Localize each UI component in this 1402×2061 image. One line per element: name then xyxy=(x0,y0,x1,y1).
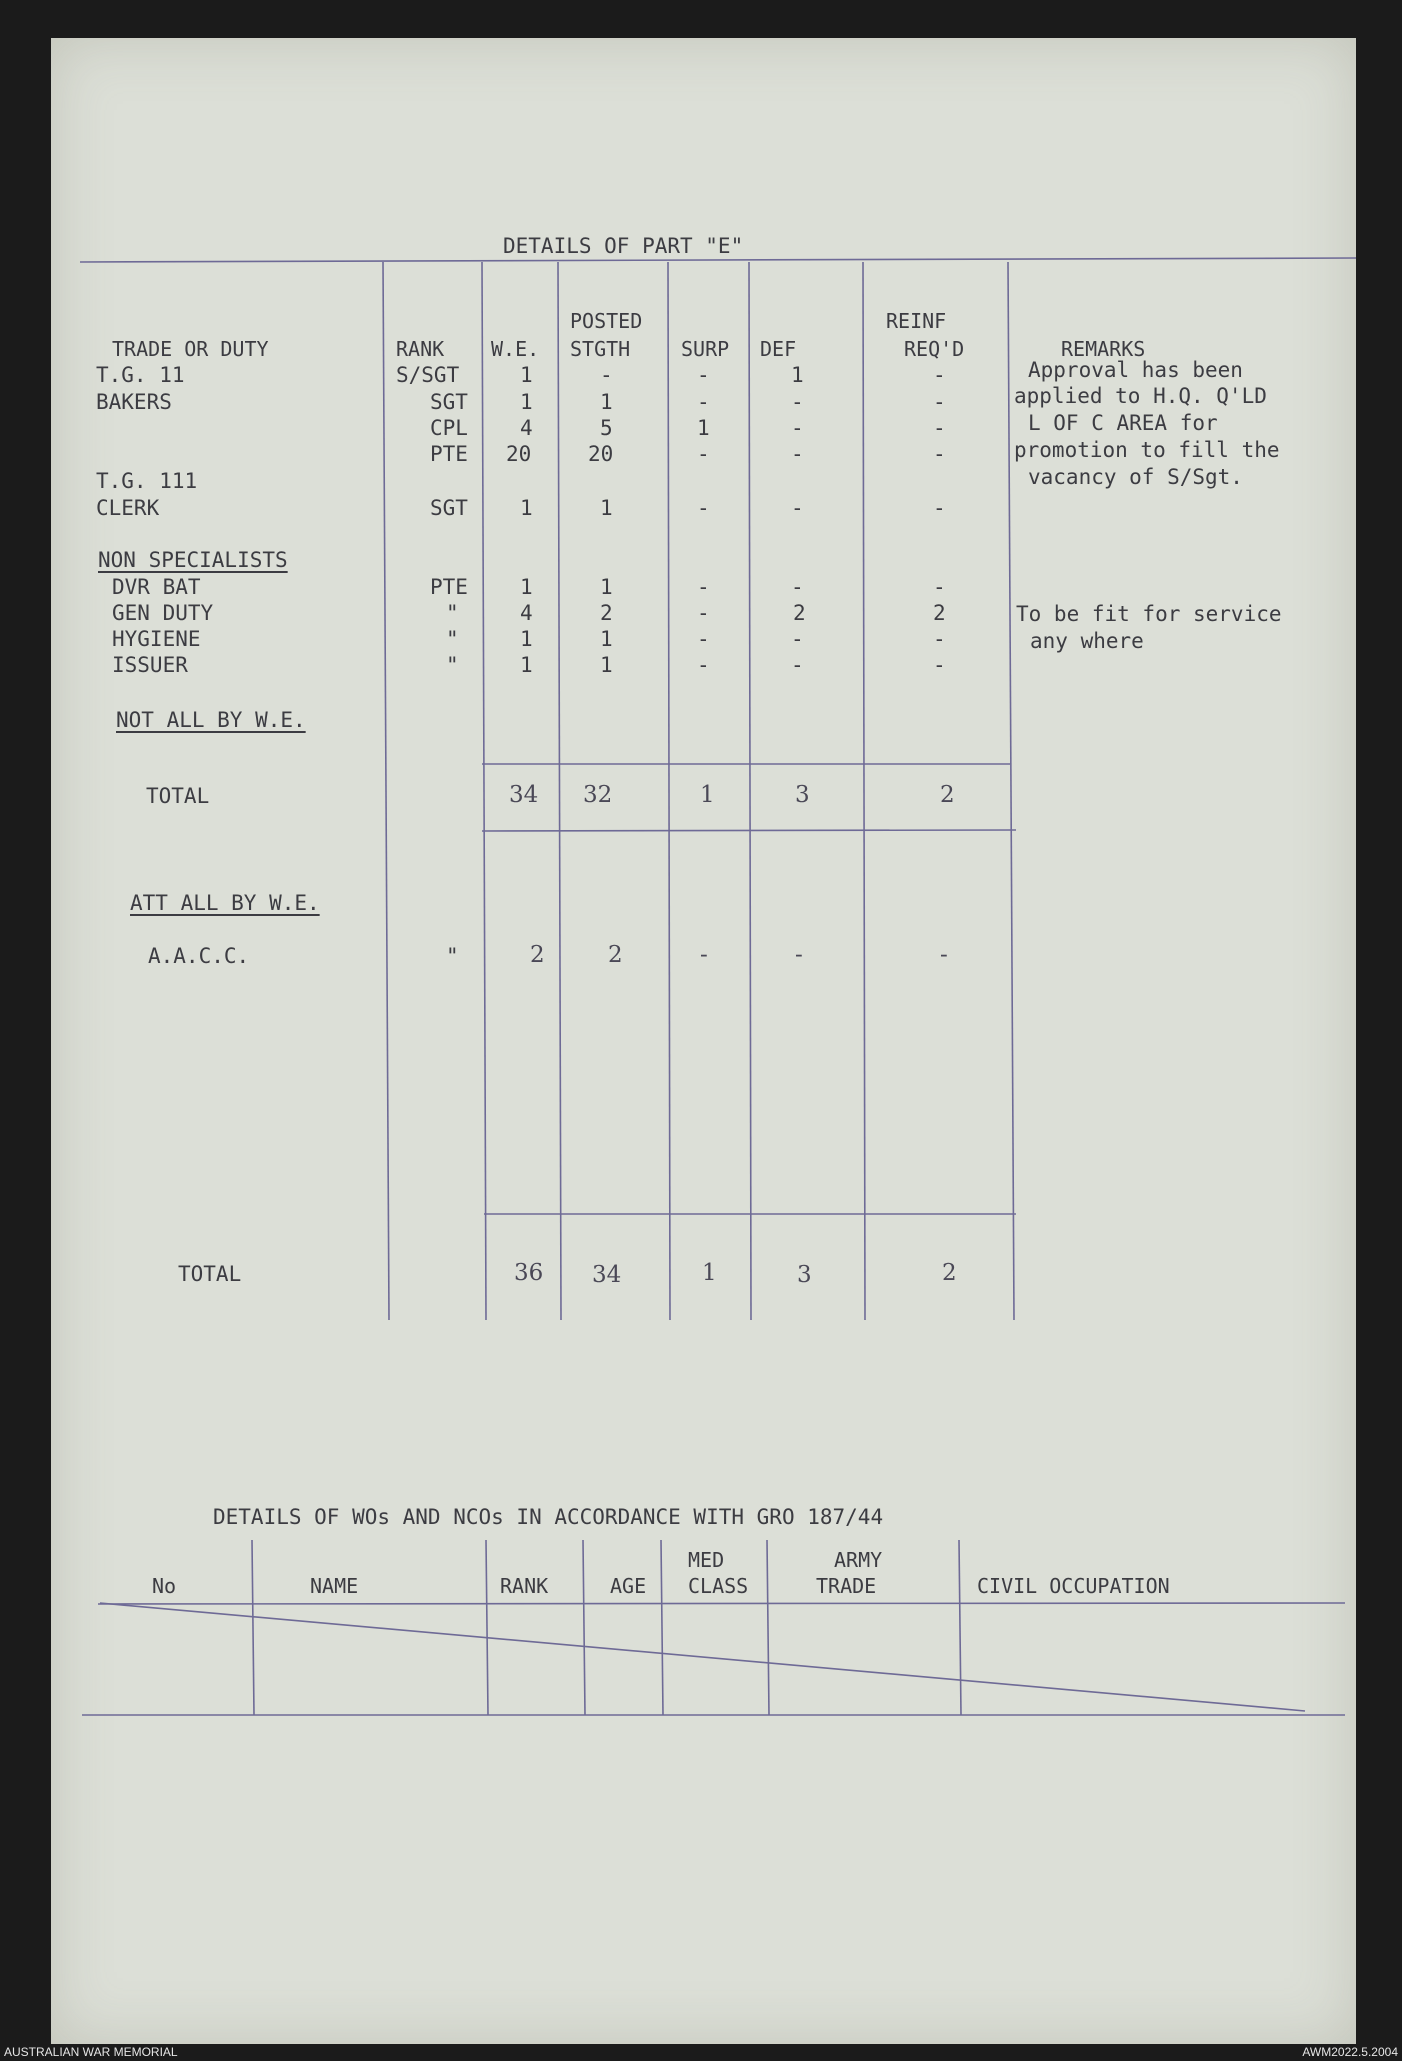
wos-header-med: MED xyxy=(688,1548,725,1572)
cell-def: 1 xyxy=(791,363,804,387)
cell-rank: PTE xyxy=(430,442,468,466)
col-header-reinf: REINF xyxy=(886,309,947,333)
total-we: 36 xyxy=(514,1260,544,1286)
total-posted: 32 xyxy=(583,782,613,808)
cell-surp: - xyxy=(697,575,710,599)
cell-trade: ISSUER xyxy=(112,653,188,677)
cell-we: 20 xyxy=(506,442,532,466)
cell-rank: " xyxy=(446,627,459,651)
remarks-line: promotion to fill the xyxy=(1014,438,1280,462)
cell-reinf: - xyxy=(940,942,948,968)
cell-surp: 1 xyxy=(697,416,710,440)
cell-reinf: - xyxy=(933,575,946,599)
cell-posted: 1 xyxy=(600,390,613,414)
cell-we: 4 xyxy=(520,416,533,440)
cell-trade: DVR BAT xyxy=(112,575,201,599)
group-label-not-all: NOT ALL BY W.E. xyxy=(116,708,306,732)
remarks-line: To be fit for service xyxy=(1016,602,1282,626)
cell-def: 2 xyxy=(793,601,806,625)
cell-surp: - xyxy=(697,363,710,387)
cell-we: 1 xyxy=(520,653,533,677)
cell-posted: 5 xyxy=(600,416,613,440)
cell-surp: - xyxy=(697,496,710,520)
cell-we: 2 xyxy=(530,942,545,968)
cell-reinf: - xyxy=(933,496,946,520)
remarks-line: L OF C AREA for xyxy=(1028,411,1218,435)
total-surp: 1 xyxy=(702,1260,717,1286)
col-header-we: W.E. xyxy=(491,337,540,361)
col-header-remarks: REMARKS xyxy=(1061,337,1146,361)
cell-surp: - xyxy=(700,942,708,968)
cell-reinf: 2 xyxy=(933,601,946,625)
cell-we: 1 xyxy=(520,496,533,520)
cell-posted: 1 xyxy=(600,653,613,677)
cell-posted: - xyxy=(600,363,613,387)
total-we: 34 xyxy=(509,782,539,808)
cell-rank: " xyxy=(446,944,459,968)
wos-header-rank: RANK xyxy=(500,1574,549,1598)
col-header-trade: TRADE OR DUTY xyxy=(112,337,269,361)
col-header-rank: RANK xyxy=(396,337,445,361)
remarks-line: vacancy of S/Sgt. xyxy=(1028,465,1243,489)
cell-rank: SGT xyxy=(430,390,468,414)
total-posted: 34 xyxy=(592,1262,622,1288)
cell-surp: - xyxy=(697,653,710,677)
total-label-2: TOTAL xyxy=(178,1262,242,1286)
part-e-title: DETAILS OF PART "E" xyxy=(503,234,744,258)
cell-def: - xyxy=(795,942,803,968)
total-surp: 1 xyxy=(700,782,715,808)
cell-we: 1 xyxy=(520,390,533,414)
wos-header-army: ARMY xyxy=(834,1548,883,1572)
cell-surp: - xyxy=(697,627,710,651)
cell-rank: " xyxy=(446,601,459,625)
cell-reinf: - xyxy=(933,390,946,414)
wos-header-no: No xyxy=(152,1574,177,1598)
cell-we: 1 xyxy=(520,363,533,387)
footer-archive: AUSTRALIAN WAR MEMORIAL xyxy=(4,2045,178,2059)
wos-header-civil: CIVIL OCCUPATION xyxy=(977,1574,1170,1598)
wos-header-name: NAME xyxy=(310,1574,359,1598)
remarks-line: applied to H.Q. Q'LD xyxy=(1014,384,1267,408)
cell-def: - xyxy=(791,390,804,414)
group-label-clerk: CLERK xyxy=(96,496,160,520)
wos-header-age: AGE xyxy=(610,1574,647,1598)
cell-rank: S/SGT xyxy=(396,363,460,387)
group-label-tg11: T.G. 11 xyxy=(96,363,185,387)
footer-accession: AWM2022.5.2004 xyxy=(1302,2045,1398,2059)
cell-we: 4 xyxy=(520,601,533,625)
cell-posted: 20 xyxy=(588,442,614,466)
wos-header-class: CLASS xyxy=(688,1574,749,1598)
cell-rank: " xyxy=(446,653,459,677)
group-label-tg111: T.G. 111 xyxy=(96,469,198,493)
col-header-def: DEF xyxy=(760,337,797,361)
cell-reinf: - xyxy=(933,363,946,387)
cell-def: - xyxy=(791,627,804,651)
total-def: 3 xyxy=(797,1262,812,1288)
cell-surp: - xyxy=(697,390,710,414)
total-def: 3 xyxy=(795,782,810,808)
cell-def: - xyxy=(791,575,804,599)
remarks-line: any where xyxy=(1030,629,1144,653)
cell-posted: 2 xyxy=(608,942,623,968)
cell-we: 1 xyxy=(520,575,533,599)
wos-title: DETAILS OF WOs AND NCOs IN ACCORDANCE WITH GRO 187/44 xyxy=(213,1505,884,1529)
cell-trade: A.A.C.C. xyxy=(148,944,250,968)
cell-posted: 1 xyxy=(600,627,613,651)
cell-surp: - xyxy=(697,601,710,625)
cell-trade: GEN DUTY xyxy=(112,601,214,625)
col-header-posted: POSTED xyxy=(570,309,643,333)
cell-def: - xyxy=(791,496,804,520)
cell-posted: 1 xyxy=(600,575,613,599)
cell-rank: SGT xyxy=(430,496,468,520)
col-header-surp: SURP xyxy=(681,337,730,361)
total-reinf: 2 xyxy=(940,782,955,808)
total-label-1: TOTAL xyxy=(146,784,210,808)
cell-trade: HYGIENE xyxy=(112,627,201,651)
cell-we: 1 xyxy=(520,627,533,651)
cell-def: - xyxy=(791,416,804,440)
cell-reinf: - xyxy=(933,627,946,651)
group-label-att-all: ATT ALL BY W.E. xyxy=(130,891,320,915)
cell-reinf: - xyxy=(933,653,946,677)
cell-def: - xyxy=(791,653,804,677)
remarks-line: Approval has been xyxy=(1028,358,1243,382)
group-label-bakers: BAKERS xyxy=(96,390,172,414)
cell-surp: - xyxy=(697,442,710,466)
total-reinf: 2 xyxy=(942,1260,957,1286)
cell-def: - xyxy=(791,442,804,466)
col-header-stgth: STGTH xyxy=(570,337,631,361)
wos-header-trade: TRADE xyxy=(816,1574,877,1598)
cell-reinf: - xyxy=(933,442,946,466)
group-label-non-specialists: NON SPECIALISTS xyxy=(98,548,288,572)
cell-posted: 2 xyxy=(600,601,613,625)
cell-reinf: - xyxy=(933,416,946,440)
cell-rank: CPL xyxy=(430,416,468,440)
cell-rank: PTE xyxy=(430,575,468,599)
col-header-reqd: REQ'D xyxy=(904,337,965,361)
cell-posted: 1 xyxy=(600,496,613,520)
